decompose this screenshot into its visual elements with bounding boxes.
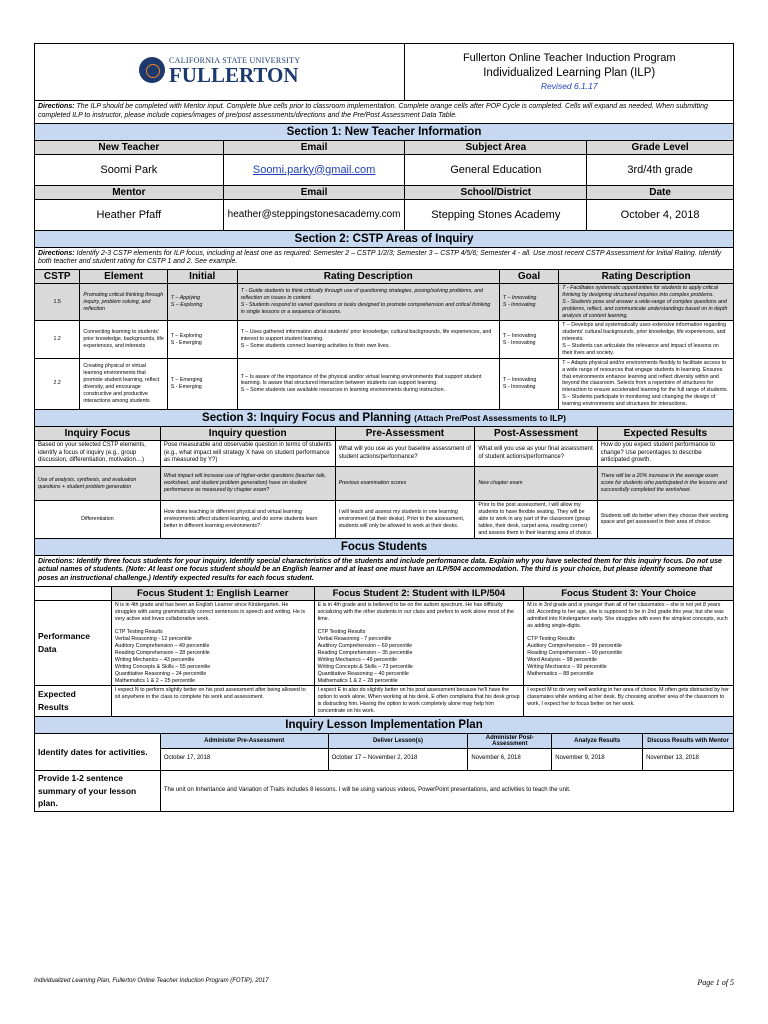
teacher-email-link[interactable]: Soomi.parky@gmail.com	[252, 163, 376, 176]
initial-header: Initial	[167, 270, 237, 284]
date-value: October 4, 2018	[587, 199, 734, 230]
cstp-goal: T – Innovating S - Innovating	[499, 321, 558, 358]
inquiry-question: What impact will increase use of higher-order questions (teacher talk, worksheet, and student problem generation) have on student performance as measured by chapter exam?	[160, 467, 335, 501]
lesson-plan-title: Inquiry Lesson Implementation Plan	[35, 716, 734, 733]
inquiry-focus: Differentiation	[35, 501, 161, 538]
page-footer	[34, 978, 734, 987]
subject-area-value: General Education	[405, 154, 587, 185]
lesson-summary: The unit on Inheritance and Variation of Traits includes 8 lessons. I will be using various videos, PowerPoint presentations, and activities to teach the unit.	[160, 770, 733, 811]
university-logo	[139, 56, 300, 85]
new-teacher-name: Soomi Park	[35, 154, 224, 185]
focus-student-3-header: Focus Student 3: Your Choice	[524, 586, 734, 600]
student-1-performance: N is in 4th grade and has been an English Learner since Kindergarten. He struggles with using grammatically correct sentences in speech and writing. He is very active and loves collaborative work. CTP Testing Results Verbal Reasoning - 12 percentile Auditory Comprehension – 49 percentile Reading Comprehension – 28 percentile Writing Mechanics – 43 percentile Writing Concepts & Skills – 55 percentile Quantitative Reasoning – 24 percentile Mathematics 1 & 2 – 25 percentile	[111, 600, 314, 686]
post-assessment: Prior to the post assessment, I will allow my students to have flexible seating. They will be able to work in any part of the classroom (group tables, their desk, carpet area, reading corner) and assess them in their learning area of choice.	[475, 501, 597, 538]
school-value: Stepping Stones Academy	[405, 199, 587, 230]
title-cell	[405, 44, 734, 101]
logo-university-line: CALIFORNIA STATE UNIVERSITY	[168, 55, 301, 65]
directions-top: Directions: The ILP should be completed with Mentor input. Complete blue cells prior to classroom implementation. Complete orange cells after POP Cycle is completed. Cells will expand as needed. When submitting completed ILP to instructor, please include copies/images of pre/post assessments/directions and the Pre/Post Assessment Data Table.	[35, 101, 734, 124]
focus-student-1-header: Focus Student 1: English Learner	[111, 586, 314, 600]
section2-directions: Directions: Identify 2-3 CSTP elements for ILP focus, including at least one as required: Semester 2 – CSTP 1/2/3; Semester 3 – CSTP 4/5/6; Semester 4 - all. Use most recent CSTP Assessment for Initial Rating. Identify both teacher and student rating for CSTP 1 and 2. See example.	[35, 247, 734, 270]
cstp-row	[35, 284, 734, 321]
mentor-name: Heather Pfaff	[35, 199, 224, 230]
expected-results: Students will do better when they choose their working space and get assessed in their area of choice.	[597, 501, 733, 538]
cstp-initial: T – Applying S – Exploring	[167, 284, 237, 321]
university-seal-icon	[139, 57, 165, 83]
inquiry-focus: Use of analysis, synthesis, and evaluation questions + student problem generation	[35, 467, 161, 501]
cstp-header: CSTP	[35, 270, 80, 284]
revised-date: Revised 6.1.17	[540, 81, 598, 92]
cstp-rating: T – Is aware of the importance of the physical and/or virtual learning environments that support student learning. Is aware that structured interaction between students can support learning. S – Some students use available resources in learning environments during instruction.	[237, 358, 499, 409]
mentor-email: heather@steppingstonesacademy.com	[223, 199, 405, 230]
cstp-rating: T - Guide students to think critically through use of questioning strategies, posing/solving problems, and reflection on issues in content. S - Students respond to varied questions or tasks designed to promote comprehension and critical thinking in single lessons or a sequence of lessons.	[237, 284, 499, 321]
post-assessment-date: November 6, 2018	[468, 748, 552, 770]
cstp-element: Connecting learning to students' prior knowledge, backgrounds, life experiences, and interests	[80, 321, 167, 358]
pre-assessment-header: Pre-Assessment	[335, 426, 475, 440]
section3-table	[34, 409, 734, 539]
cstp-row	[35, 321, 734, 358]
email-label: Email	[223, 140, 405, 154]
grade-level-value: 3rd/4th grade	[587, 154, 734, 185]
focus-students-table	[34, 538, 734, 717]
cstp-rating: T – Uses gathered information about students' prior knowledge, cultural backgrounds, life experiences, and interest to support student learning. S – Some students connect learning activities to their own lives.	[237, 321, 499, 358]
cstp-goal-rating: T – Develops and systematically uses extensive information regarding students' cultural backgrounds, prior knowledge, life experiences, and interests. S – Students can articulate the relevance and impact of lessons on their lives and society.	[559, 321, 734, 358]
cstp-goal: T – Innovating S - Innovating	[499, 284, 558, 321]
header-table	[34, 43, 734, 231]
student-2-performance: E is in 4th grade and is believed to be on the autism spectrum. He has difficulty socializing with the other students in our class and prefers to work alone most of the time. CTP Testing Results Verbal Reasoning - 7 percentile Auditory Comprehension – 69 percentile Reading Comprehension – 35 percentile Writing Mechanics – 49 percentile Writing Concepts & Skills – 73 percentile Quantitative Reasoning – 40 percentile Mathematics 1 & 2 – 28 percentile	[314, 600, 524, 686]
student-2-expected: I expect E to also do slightly better on his post assessment because he'll have the option to work alone. When working at his desk, E often complains that his desk group is distracting him. Having the option to work completely alone may help him concentrate on his work.	[314, 686, 524, 717]
cstp-number: 2.2	[35, 358, 80, 409]
deliver-lessons-date: October 17 – November 2, 2018	[328, 748, 468, 770]
date-label: Date	[587, 185, 734, 199]
pre-assessment: I will teach and assess my students in one learning environment (at their desks). Prior to the assessment, students will only be allowed to work at their desks.	[335, 501, 475, 538]
student-3-performance: M is in 3rd grade and is younger than all of her classmates – she is not yet 8 years old. According to her age, she is supposed to be in 2nd grade this year, but she was admitted into Kindergarten early. She struggles with even the simplest concepts, such as adding single-digits. CTP Testing Results Auditory Comprehension – 99 percentile Reading Comprehension – 99 percentile Word Analysis – 98 percentile Writing Mechanics – 99 percentile Mathematics – 88 percentile	[524, 600, 734, 686]
cstp-goal-rating: T – Adapts physical and/or environments flexibly to facilitate access to a wide range of resources that engage students in learning. Ensures that environments enhance learning and reflect diversity within and beyond the classroom. Selects from a repertoire of structures for interaction to ensure accelerated learning for the full range of students. S – Students participate in monitoring and changing the design of learning environments and structures for interactions.	[559, 358, 734, 409]
expected-prompt: How do you expect student performance to change? Use percentages to describe anticipated growth.	[597, 440, 733, 466]
new-teacher-label: New Teacher	[35, 140, 224, 154]
section3-title: Section 3: Inquiry Focus and Planning (Attach Pre/Post Assessments to ILP)	[35, 409, 734, 426]
post-prompt: What will you use as your final assessment of student actions/performance?	[475, 440, 597, 466]
element-header: Element	[80, 270, 167, 284]
pre-assessment-col: Administer Pre-Assessment	[160, 733, 328, 748]
expected-results-label: Expected Results	[35, 686, 112, 717]
performance-data-label: Performance Data	[35, 600, 112, 686]
lesson-plan-table	[34, 716, 734, 812]
cstp-goal-rating: T - Facilitates systematic opportunities for students to apply critical thinking by designing structured inquiries into complex problems. S - Students pose and answer a wide-range of complex questions and problems, reflect, and communicate understandings based on in depth analysis of content learning.	[559, 284, 734, 321]
inquiry-question-header: Inquiry question	[160, 426, 335, 440]
post-assessment-col: Administer Post-Assessment	[468, 733, 552, 748]
section1-title: Section 1: New Teacher Information	[35, 123, 734, 140]
student-3-expected: I expect M to do very well working in her area of choice. M often gets distracted by her classmates while working at her desk. By choosing another area of the classroom to work, I expect her to focus better on her work.	[524, 686, 734, 717]
student-1-expected: I expect N to perform slightly better on his post assessment after being allowed to sit anywhere in the class to complete his work and assessment.	[111, 686, 314, 717]
footer-text: Individualized Learning Plan, Fullerton Online Teacher Induction Program (FOTIP), 2017	[34, 978, 269, 984]
discuss-results-col: Discuss Results with Mentor	[643, 733, 734, 748]
goal-header: Goal	[499, 270, 558, 284]
section2-table	[34, 230, 734, 410]
pre-assessment-date: October 17, 2018	[160, 748, 328, 770]
post-assessment-header: Post-Assessment	[475, 426, 597, 440]
inquiry-row	[35, 501, 734, 538]
expected-results: There will be a 20% increase in the average exam score for students who participated in the lessons and successfully completed the worksheet.	[597, 467, 733, 501]
deliver-lessons-col: Deliver Lesson(s)	[328, 733, 468, 748]
focus-student-2-header: Focus Student 2: Student with ILP/504	[314, 586, 524, 600]
post-assessment: New chapter exam	[475, 467, 597, 501]
summary-label: Provide 1-2 sentence summary of your lesson plan.	[35, 770, 161, 811]
goal-rating-description-header: Rating Description	[559, 270, 734, 284]
cstp-goal: T – Innovating S - Innovating	[499, 358, 558, 409]
rating-description-header: Rating Description	[237, 270, 499, 284]
question-prompt: Pose measurable and observable question in terms of students (e.g., what impact will strategy X have on student performance as measured by Y?)	[160, 440, 335, 466]
cstp-element: Creating physical or virtual learning environments that promote student learning, reflect diversity, and encourage constructive and productive interactions among students	[80, 358, 167, 409]
cstp-number: 1.5	[35, 284, 80, 321]
inquiry-question: How does teaching in different physical and virtual learning environments affect student learning, and do some students learn better in different learning environments?	[160, 501, 335, 538]
discuss-results-date: November 13, 2018	[643, 748, 734, 770]
cstp-initial: T – Emerging S - Emerging	[167, 358, 237, 409]
cstp-element: Promoting critical thinking through inquiry, problem solving, and reflection	[80, 284, 167, 321]
expected-results-header: Expected Results	[597, 426, 733, 440]
focus-prompt: Based on your selected CSTP elements, identify a focus of inquiry (e.g., group discussion, differentiation, motivation…)	[35, 440, 161, 466]
cstp-initial: T – Exploring S - Emerging	[167, 321, 237, 358]
inquiry-row	[35, 467, 734, 501]
logo-cell	[35, 44, 405, 101]
analyze-results-col: Analyze Results	[552, 733, 643, 748]
page-number: Page 1 of 5	[697, 978, 734, 987]
pre-prompt: What will you use as your baseline assessment of student actions/performance?	[335, 440, 475, 466]
focus-students-title: Focus Students	[35, 538, 734, 555]
mentor-email-label: Email	[223, 185, 405, 199]
school-district-label: School/District	[405, 185, 587, 199]
pre-assessment: Previous examination scores	[335, 467, 475, 501]
mentor-label: Mentor	[35, 185, 224, 199]
analyze-results-date: November 9, 2018	[552, 748, 643, 770]
grade-level-label: Grade Level	[587, 140, 734, 154]
dates-label: Identify dates for activities.	[35, 733, 161, 770]
program-name: Fullerton Online Teacher Induction Program	[462, 52, 676, 65]
plan-title: Individualized Learning Plan (ILP)	[483, 66, 656, 79]
inquiry-focus-header: Inquiry Focus	[35, 426, 161, 440]
focus-students-directions: Directions: Identify three focus students for your inquiry. Identify special characteristics of the students and include performance data. Explain why you have selected them for this inquiry focus. Do not use actual names of students. (Note: At least one focus student should be an English learner and at least one must have an ILP/504 accommodation. The third is your choice, but please identify someone that poses an instructional challenge.) Identify expected results for each focus student.	[35, 555, 734, 586]
section3-title-note: (Attach Pre/Post Assessments to ILP)	[414, 412, 566, 423]
ilp-document	[34, 43, 734, 812]
cstp-row	[35, 358, 734, 409]
subject-area-label: Subject Area	[405, 140, 587, 154]
logo-fullerton: FULLERTON	[168, 62, 299, 87]
cstp-number: 1.2	[35, 321, 80, 358]
section2-title: Section 2: CSTP Areas of Inquiry	[35, 230, 734, 247]
